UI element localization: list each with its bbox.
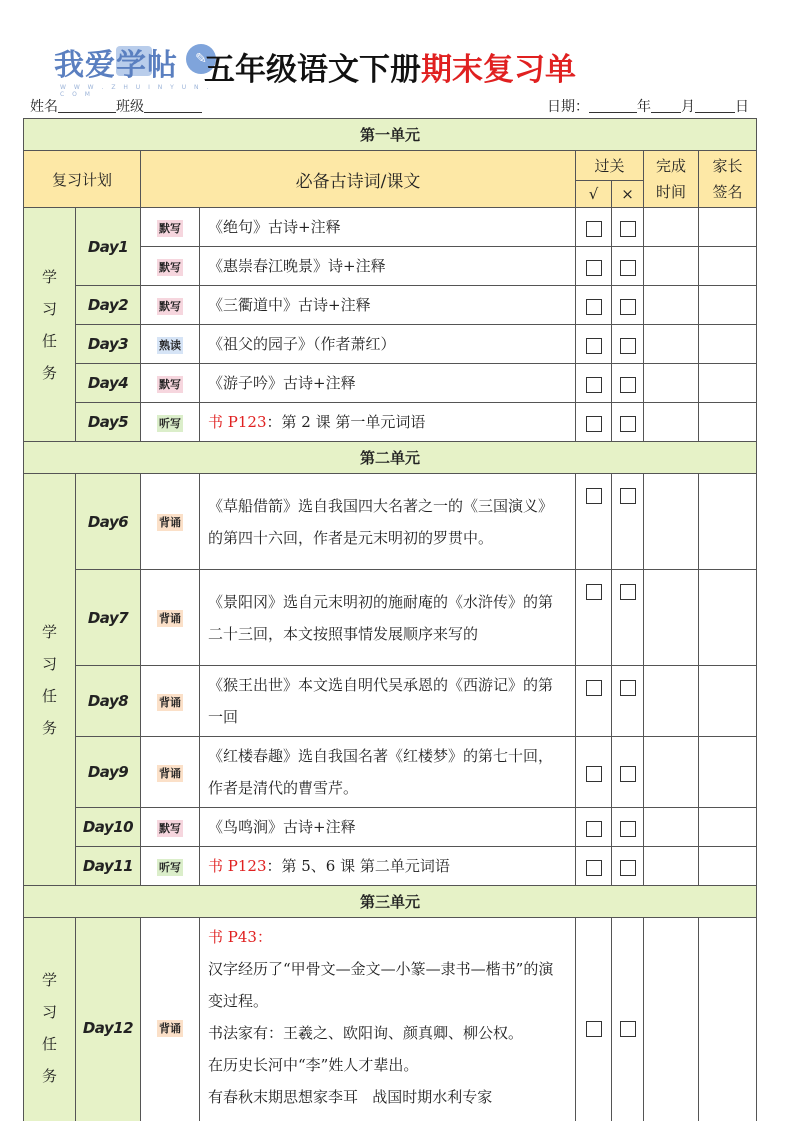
pass-yes-checkbox[interactable]	[576, 208, 612, 247]
time-cell[interactable]	[644, 808, 699, 847]
logo-text: 我爱学帖	[54, 48, 178, 83]
tag-cell	[141, 808, 200, 847]
tag-badge: 默写	[159, 377, 181, 391]
pass-no-checkbox[interactable]	[612, 847, 644, 886]
pass-yes-checkbox[interactable]	[576, 364, 612, 403]
sign-cell[interactable]	[699, 808, 757, 847]
content-line: 在历史长河中“李”姓人才辈出。	[208, 1056, 419, 1074]
name-label: 姓名	[30, 99, 58, 115]
day-label: Day10	[76, 808, 141, 847]
day-label: Day5	[76, 403, 141, 442]
table-row	[24, 208, 757, 247]
tag-badge: 背诵	[159, 695, 181, 709]
tag-cell	[141, 364, 200, 403]
pass-yes-checkbox[interactable]	[576, 403, 612, 442]
book-ref: 书 P43：	[208, 928, 272, 946]
day-label: Day8	[76, 666, 141, 737]
content-text	[200, 847, 576, 886]
content-text: 《绝句》古诗+注释	[200, 208, 576, 247]
sign-cell[interactable]	[699, 570, 757, 666]
sign-cell[interactable]	[699, 403, 757, 442]
task-label-unit-2: 学 习 任 务	[24, 474, 76, 886]
col-pass-no: ×	[612, 181, 644, 208]
table-row	[24, 286, 757, 325]
table-row	[24, 403, 757, 442]
tag-badge: 背诵	[159, 516, 181, 529]
pass-yes-checkbox[interactable]	[576, 286, 612, 325]
content-line: 有春秋末期思想家李耳 战国时期水利专家	[208, 1088, 493, 1106]
tag-badge: 默写	[159, 821, 181, 835]
content-text: 《祖父的园子》（作者萧红）	[200, 325, 576, 364]
year-label: 年	[637, 99, 651, 115]
tag-cell	[141, 286, 200, 325]
pass-yes-checkbox[interactable]	[576, 737, 612, 808]
table-header	[24, 151, 757, 181]
pass-yes-checkbox[interactable]	[576, 325, 612, 364]
pass-no-checkbox[interactable]	[612, 666, 644, 737]
table-row	[24, 666, 757, 737]
logo-url: W W W . Z H U I N Y U N . C O M	[60, 84, 212, 98]
unit-3-title: 第三单元	[24, 886, 757, 918]
time-cell[interactable]	[644, 737, 699, 808]
pass-yes-checkbox[interactable]	[576, 474, 612, 570]
col-pass-yes: √	[576, 181, 612, 208]
sign-cell[interactable]	[699, 364, 757, 403]
time-cell[interactable]	[644, 286, 699, 325]
time-cell[interactable]	[644, 570, 699, 666]
title-red: 期末复习单	[421, 52, 576, 88]
pass-no-checkbox[interactable]	[612, 403, 644, 442]
time-cell[interactable]	[644, 847, 699, 886]
day-label: Day11	[76, 847, 141, 886]
content-text: 《红楼春趣》选自我国名著《红楼梦》的第七十回，作者是清代的曹雪芹。	[200, 737, 576, 808]
pass-yes-checkbox[interactable]	[576, 847, 612, 886]
title-black: 五年级语文下册	[204, 52, 421, 88]
class-label: 班级	[116, 99, 144, 115]
pass-yes-checkbox[interactable]	[576, 808, 612, 847]
pass-yes-checkbox[interactable]	[576, 918, 612, 1121]
pass-yes-checkbox[interactable]	[576, 666, 612, 737]
pass-no-checkbox[interactable]	[612, 474, 644, 570]
sign-cell[interactable]	[699, 847, 757, 886]
col-time: 完成 时间	[644, 151, 699, 208]
logo-circle-icon: ✎	[186, 44, 216, 74]
pass-no-checkbox[interactable]	[612, 808, 644, 847]
unit-1-title: 第一单元	[24, 119, 757, 151]
year-blank[interactable]	[589, 99, 637, 113]
day-label: Day9	[76, 737, 141, 808]
table-row	[24, 325, 757, 364]
table-row	[24, 474, 757, 570]
month-blank[interactable]	[651, 99, 681, 113]
time-cell[interactable]	[644, 474, 699, 570]
student-info	[30, 96, 202, 116]
tag-cell	[141, 247, 200, 286]
time-cell[interactable]	[644, 403, 699, 442]
sign-cell[interactable]	[699, 918, 757, 1121]
logo	[52, 38, 222, 98]
sign-cell[interactable]	[699, 247, 757, 286]
col-sign: 家长 签名	[699, 151, 757, 208]
sign-cell[interactable]	[699, 666, 757, 737]
table-row	[24, 364, 757, 403]
sign-cell[interactable]	[699, 474, 757, 570]
tag-badge: 默写	[159, 260, 181, 274]
content-text: 《游子吟》古诗+注释	[200, 364, 576, 403]
day-label: Day4	[76, 364, 141, 403]
content-text: 《草船借箭》选自我国四大名著之一的《三国演义》的第四十六回，作者是元末明初的罗贯中。	[200, 474, 576, 570]
content-text: 《景阳冈》选自元末明初的施耐庵的《水浒传》的第二十三回，本文按照事情发展顺序来写的	[200, 570, 576, 666]
tag-badge: 默写	[159, 221, 181, 235]
tag-badge: 熟读	[159, 338, 181, 352]
name-blank[interactable]	[58, 99, 116, 113]
content-line: 汉字经历了“甲骨文—金文—小篆—隶书—楷书”的演变过程。	[208, 960, 554, 1010]
pass-no-checkbox[interactable]	[612, 325, 644, 364]
pass-no-checkbox[interactable]	[612, 570, 644, 666]
pass-no-checkbox[interactable]	[612, 286, 644, 325]
tag-cell	[141, 737, 200, 808]
class-blank[interactable]	[144, 99, 202, 113]
review-plan-table	[23, 118, 757, 1121]
content-text: 《猴王出世》本文选自明代吴承恩的《西游记》的第一回	[200, 666, 576, 737]
content-text	[200, 918, 576, 1121]
tag-cell	[141, 325, 200, 364]
date-label: 日期：	[547, 99, 589, 115]
day-label: Day12	[76, 918, 141, 1121]
col-content: 必备古诗词/课文	[141, 151, 576, 208]
table-row	[24, 570, 757, 666]
time-cell[interactable]	[644, 325, 699, 364]
pass-yes-checkbox[interactable]	[576, 570, 612, 666]
task-label-unit-3: 学 习 任 务	[24, 918, 76, 1121]
month-label: 月	[681, 99, 695, 115]
task-label-unit-1: 学 习 任 务	[24, 208, 76, 442]
date-info	[547, 96, 749, 116]
tag-badge: 背诵	[159, 1022, 181, 1035]
table-row	[24, 847, 757, 886]
sign-cell[interactable]	[699, 208, 757, 247]
day-label: Day2	[76, 286, 141, 325]
day-label: Day1	[76, 208, 141, 286]
time-cell[interactable]	[644, 208, 699, 247]
tag-cell	[141, 918, 200, 1121]
table-row	[24, 737, 757, 808]
unit-3-header	[24, 886, 757, 918]
tag-cell	[141, 403, 200, 442]
sign-cell[interactable]	[699, 286, 757, 325]
time-cell[interactable]	[644, 918, 699, 1121]
time-cell[interactable]	[644, 364, 699, 403]
table-row	[24, 918, 757, 1121]
book-ref: 书 P123	[208, 857, 267, 875]
tag-badge: 默写	[159, 299, 181, 313]
pass-no-checkbox[interactable]	[612, 918, 644, 1121]
content-rest: ：第 2 课 第一单元词语	[266, 413, 426, 431]
book-ref: 书 P123	[208, 413, 267, 431]
day-label: 日	[735, 99, 749, 115]
day-label: Day7	[76, 570, 141, 666]
table-row	[24, 808, 757, 847]
pass-no-checkbox[interactable]	[612, 208, 644, 247]
col-plan: 复习计划	[24, 151, 141, 208]
pass-no-checkbox[interactable]	[612, 247, 644, 286]
content-text: 《惠崇春江晚景》诗+注释	[200, 247, 576, 286]
tag-cell	[141, 847, 200, 886]
day-label: Day6	[76, 474, 141, 570]
unit-2-title: 第二单元	[24, 442, 757, 474]
tag-cell	[141, 208, 200, 247]
pass-no-checkbox[interactable]	[612, 737, 644, 808]
sign-cell[interactable]	[699, 737, 757, 808]
content-text	[200, 403, 576, 442]
sign-cell[interactable]	[699, 325, 757, 364]
tag-badge: 听写	[159, 416, 181, 430]
content-rest: ：第 5、6 课 第二单元词语	[266, 857, 450, 875]
content-text: 《三衢道中》古诗+注释	[200, 286, 576, 325]
tag-badge: 听写	[159, 860, 181, 874]
time-cell[interactable]	[644, 247, 699, 286]
tag-badge: 背诵	[159, 612, 181, 625]
content-text: 《鸟鸣涧》古诗+注释	[200, 808, 576, 847]
tag-cell	[141, 666, 200, 737]
content-line: 书法家有：王羲之、欧阳询、颜真卿、柳公权。	[208, 1024, 524, 1042]
tag-badge: 背诵	[159, 766, 181, 780]
unit-2-header	[24, 442, 757, 474]
time-cell[interactable]	[644, 666, 699, 737]
pass-no-checkbox[interactable]	[612, 364, 644, 403]
unit-1-header	[24, 119, 757, 151]
tag-cell	[141, 474, 200, 570]
tag-cell	[141, 570, 200, 666]
col-pass: 过关	[576, 151, 644, 181]
day-label: Day3	[76, 325, 141, 364]
day-blank[interactable]	[695, 99, 735, 113]
page-title	[204, 44, 576, 89]
pass-yes-checkbox[interactable]	[576, 247, 612, 286]
